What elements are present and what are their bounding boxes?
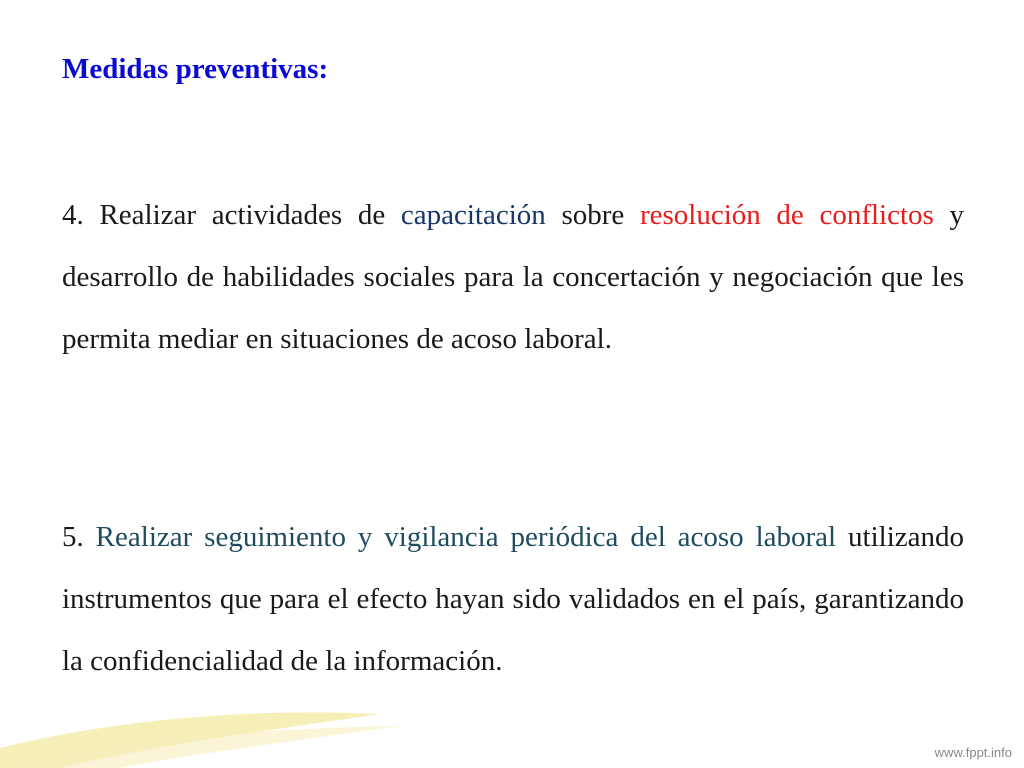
item-5-text-1: utilizando instrumentos que para el efecto hayan sido validados en el país, garantizando la confidencialidad de la información.: [62, 521, 965, 677]
item-4-keyword-resolucion: resolución de conflictos: [639, 199, 934, 231]
item-4-text-3: y desarrollo de habilidades sociales para la concertación y negociación que les permita mediar en situaciones de acoso laboral.: [62, 199, 965, 355]
slide-title: Medidas preventivas:: [62, 53, 329, 85]
paragraph-item-4: [62, 184, 964, 370]
footer-watermark: www.fppt.info: [934, 745, 1012, 760]
decorative-swoosh: [0, 708, 1024, 768]
item-4-text-2: sobre: [545, 199, 640, 231]
paragraph-item-5: [62, 506, 964, 692]
item-4-text-1: Realizar actividades de: [83, 199, 401, 231]
item-5-keyword-seguimiento: Realizar seguimiento y vigilancia periódica del acoso laboral: [95, 521, 837, 553]
item-4-number: 4.: [62, 199, 84, 231]
item-4-keyword-capacitacion: capacitación: [400, 199, 546, 231]
item-5-number: 5.: [62, 521, 84, 553]
